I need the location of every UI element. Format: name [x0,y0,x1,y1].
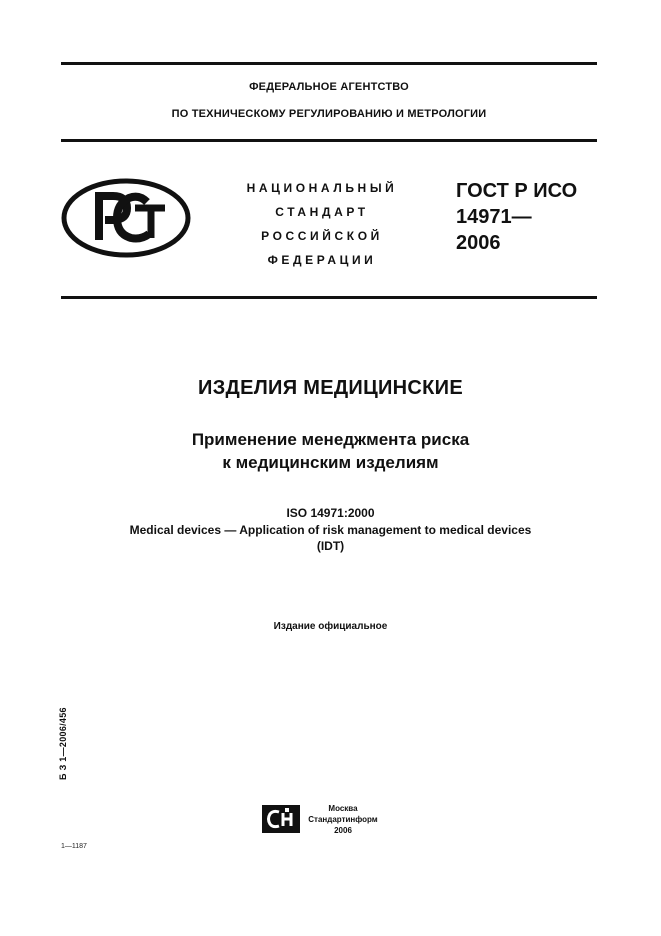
national-standard-line-4: ФЕДЕРАЦИИ [267,253,377,267]
document-title: ИЗДЕЛИЯ МЕДИЦИНСКИЕ [198,377,463,399]
document-subtitle [0,428,661,474]
national-standard-line-2: СТАНДАРТ [275,205,369,219]
subtitle-line-1: Применение менеджмента риска [191,430,470,449]
gost-designation [456,178,606,256]
gost-line-3: 2006 [456,232,501,254]
print-code: 1—1187 [61,843,87,850]
publisher-city: Москва [328,804,358,813]
iso-number: ISO 14971:2000 [286,506,375,520]
agency-line-2: ПО ТЕХНИЧЕСКОМУ РЕГУЛИРОВАНИЮ И МЕТРОЛОГИИ [171,108,487,120]
national-standard-line-3: РОССИЙСКОЙ [261,229,383,243]
national-standard-label [222,176,422,272]
agency-rule [61,139,597,142]
national-standard-line-1: НАЦИОНАЛЬНЫЙ [246,181,398,195]
gost-line-1: ГОСТ Р ИСО [456,180,578,202]
side-code: Б З 1—2006/456 [58,707,68,780]
iso-english-title: Medical devices — Application of risk management to medical devices [129,522,532,537]
subtitle-line-2: к медицинским изделиям [222,453,439,472]
standartinform-logo-icon [261,804,301,834]
edition-label: Издание официальное [273,621,388,632]
iso-reference [0,505,661,555]
top-rule [61,62,597,65]
header-rule [61,296,597,299]
agency-line-1: ФЕДЕРАЛЬНОЕ АГЕНТСТВО [249,81,409,93]
rst-logo-icon [61,178,191,258]
publisher-year: 2006 [334,826,352,835]
publisher-name: Стандартинформ [308,815,378,824]
publisher-block [303,803,383,836]
gost-line-2: 14971— [456,206,532,228]
iso-identity: (IDT) [316,539,345,553]
